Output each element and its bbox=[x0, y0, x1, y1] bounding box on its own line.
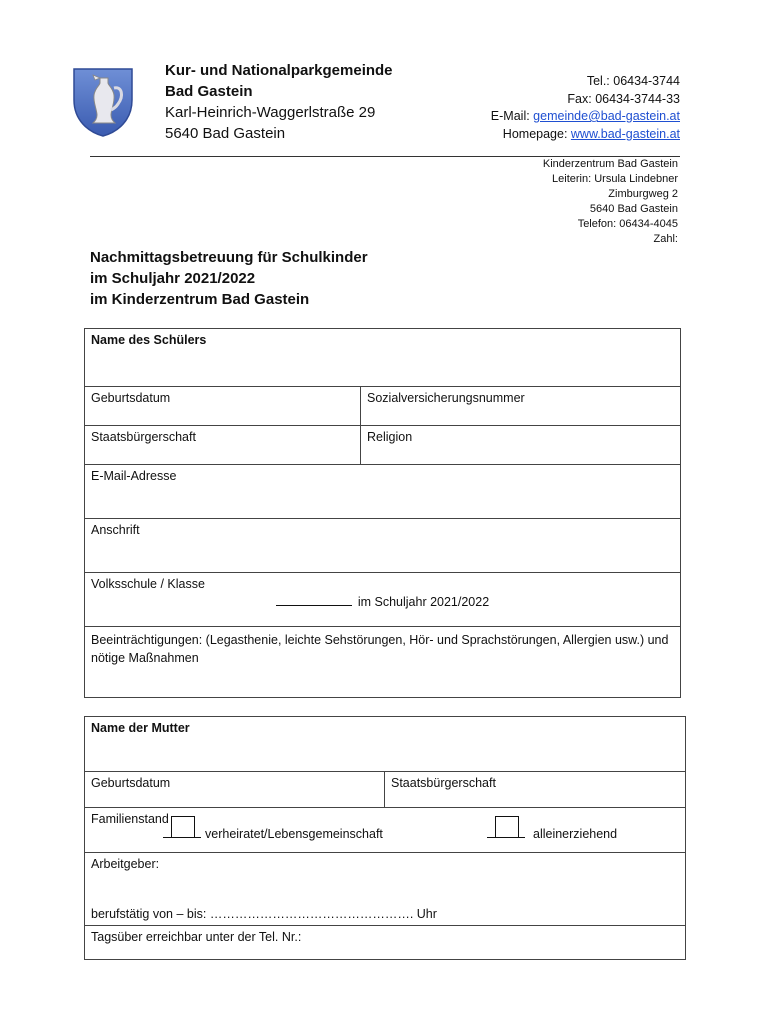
student-ssn-label: Sozialversicherungsnummer bbox=[367, 391, 525, 405]
married-label: verheiratet/Lebensgemeinschaft bbox=[205, 827, 383, 841]
mother-marital-field bbox=[85, 808, 686, 853]
employer-label: Arbeitgeber: bbox=[91, 857, 160, 871]
fax-line: Fax: 06434-3744-33 bbox=[567, 91, 680, 106]
email-line bbox=[491, 108, 680, 126]
student-birthdate-label: Geburtsdatum bbox=[91, 391, 171, 405]
student-citizenship-field[interactable] bbox=[85, 426, 361, 465]
email-label: E-Mail: bbox=[490, 109, 534, 123]
municipality-street: Karl-Heinrich-Waggerlstraße 29 bbox=[165, 104, 376, 121]
student-impairments-field[interactable] bbox=[85, 627, 681, 698]
kiz-leader: Leiterin: Ursula Lindebner bbox=[552, 173, 678, 185]
homepage-link[interactable]: www.bad-gastein.at bbox=[570, 126, 680, 141]
student-school-label: Volksschule / Klasse bbox=[91, 577, 205, 591]
student-address-label: Anschrift bbox=[91, 523, 140, 537]
student-religion-field[interactable] bbox=[361, 426, 681, 465]
kiz-street: Zimburgweg 2 bbox=[608, 188, 678, 200]
mother-birthdate-label: Geburtsdatum bbox=[91, 776, 171, 790]
tel-line: Tel.: 06434-3744 bbox=[586, 74, 680, 88]
single-checkbox[interactable] bbox=[495, 816, 519, 838]
student-email-field[interactable] bbox=[85, 465, 681, 519]
kinderzentrum-block bbox=[543, 157, 678, 247]
school-year-text: im Schuljahr 2021/2022 bbox=[357, 595, 490, 609]
title-line2: im Schuljahr 2021/2022 bbox=[90, 270, 256, 287]
student-impairments-label: Beeinträchtigungen: (Legasthenie, leichte Sehstörungen, Hör- und Sprachstörungen, Allergien usw.) und nötige Maßnahmen bbox=[91, 633, 669, 665]
reachable-label: Tagsüber erreichbar unter der Tel. Nr.: bbox=[91, 930, 302, 944]
student-name-label: Name des Schülers bbox=[91, 333, 207, 347]
title-line3: im Kinderzentrum Bad Gastein bbox=[90, 291, 310, 308]
single-label: alleinerziehend bbox=[533, 827, 618, 841]
mother-birthdate-field[interactable] bbox=[85, 772, 385, 808]
page-title bbox=[90, 247, 368, 310]
mother-form bbox=[84, 716, 686, 960]
mother-phone-field[interactable] bbox=[85, 926, 686, 960]
homepage-label: Homepage: bbox=[502, 126, 571, 141]
municipality-city: 5640 Bad Gastein bbox=[165, 125, 286, 142]
kiz-zahl: Zahl: bbox=[653, 233, 678, 245]
kiz-city: 5640 Bad Gastein bbox=[589, 203, 678, 215]
student-ssn-field[interactable] bbox=[361, 387, 681, 426]
student-form bbox=[84, 328, 681, 698]
municipality-name-line2: Bad Gastein bbox=[165, 83, 253, 100]
title-line1: Nachmittagsbetreuung für Schulkinder bbox=[90, 249, 368, 266]
municipality-address bbox=[165, 60, 393, 144]
mother-employer-field[interactable] bbox=[85, 853, 686, 926]
contact-block bbox=[491, 73, 680, 143]
email-link[interactable]: gemeinde@bad-gastein.at bbox=[533, 109, 680, 123]
student-citizenship-label: Staatsbürgerschaft bbox=[91, 430, 196, 444]
student-birthdate-field[interactable] bbox=[85, 387, 361, 426]
class-blank[interactable] bbox=[276, 593, 352, 606]
student-address-field[interactable] bbox=[85, 519, 681, 573]
student-religion-label: Religion bbox=[367, 430, 413, 444]
kiz-phone: Telefon: 06434-4045 bbox=[577, 218, 678, 230]
married-checkbox[interactable] bbox=[171, 816, 195, 838]
kiz-name: Kinderzentrum Bad Gastein bbox=[542, 158, 678, 170]
homepage-line bbox=[491, 126, 680, 144]
student-email-label: E-Mail-Adresse bbox=[91, 469, 177, 483]
student-school-field[interactable] bbox=[85, 573, 681, 627]
marital-status-label: Familienstand bbox=[91, 812, 169, 826]
mother-name-label: Name der Mutter bbox=[91, 721, 190, 735]
school-year-line bbox=[91, 593, 674, 609]
mother-citizenship-label: Staatsbürgerschaft bbox=[391, 776, 496, 790]
municipality-name-line1: Kur- und Nationalparkgemeinde bbox=[165, 62, 393, 79]
working-hours-label: berufstätig von – bis: …………………………………………. Uhr bbox=[91, 907, 437, 921]
student-name-field[interactable] bbox=[85, 329, 681, 387]
marital-options bbox=[91, 826, 679, 848]
coat-of-arms-jug-icon bbox=[72, 66, 134, 138]
mother-citizenship-field[interactable] bbox=[385, 772, 686, 808]
mother-name-field[interactable] bbox=[85, 717, 686, 772]
